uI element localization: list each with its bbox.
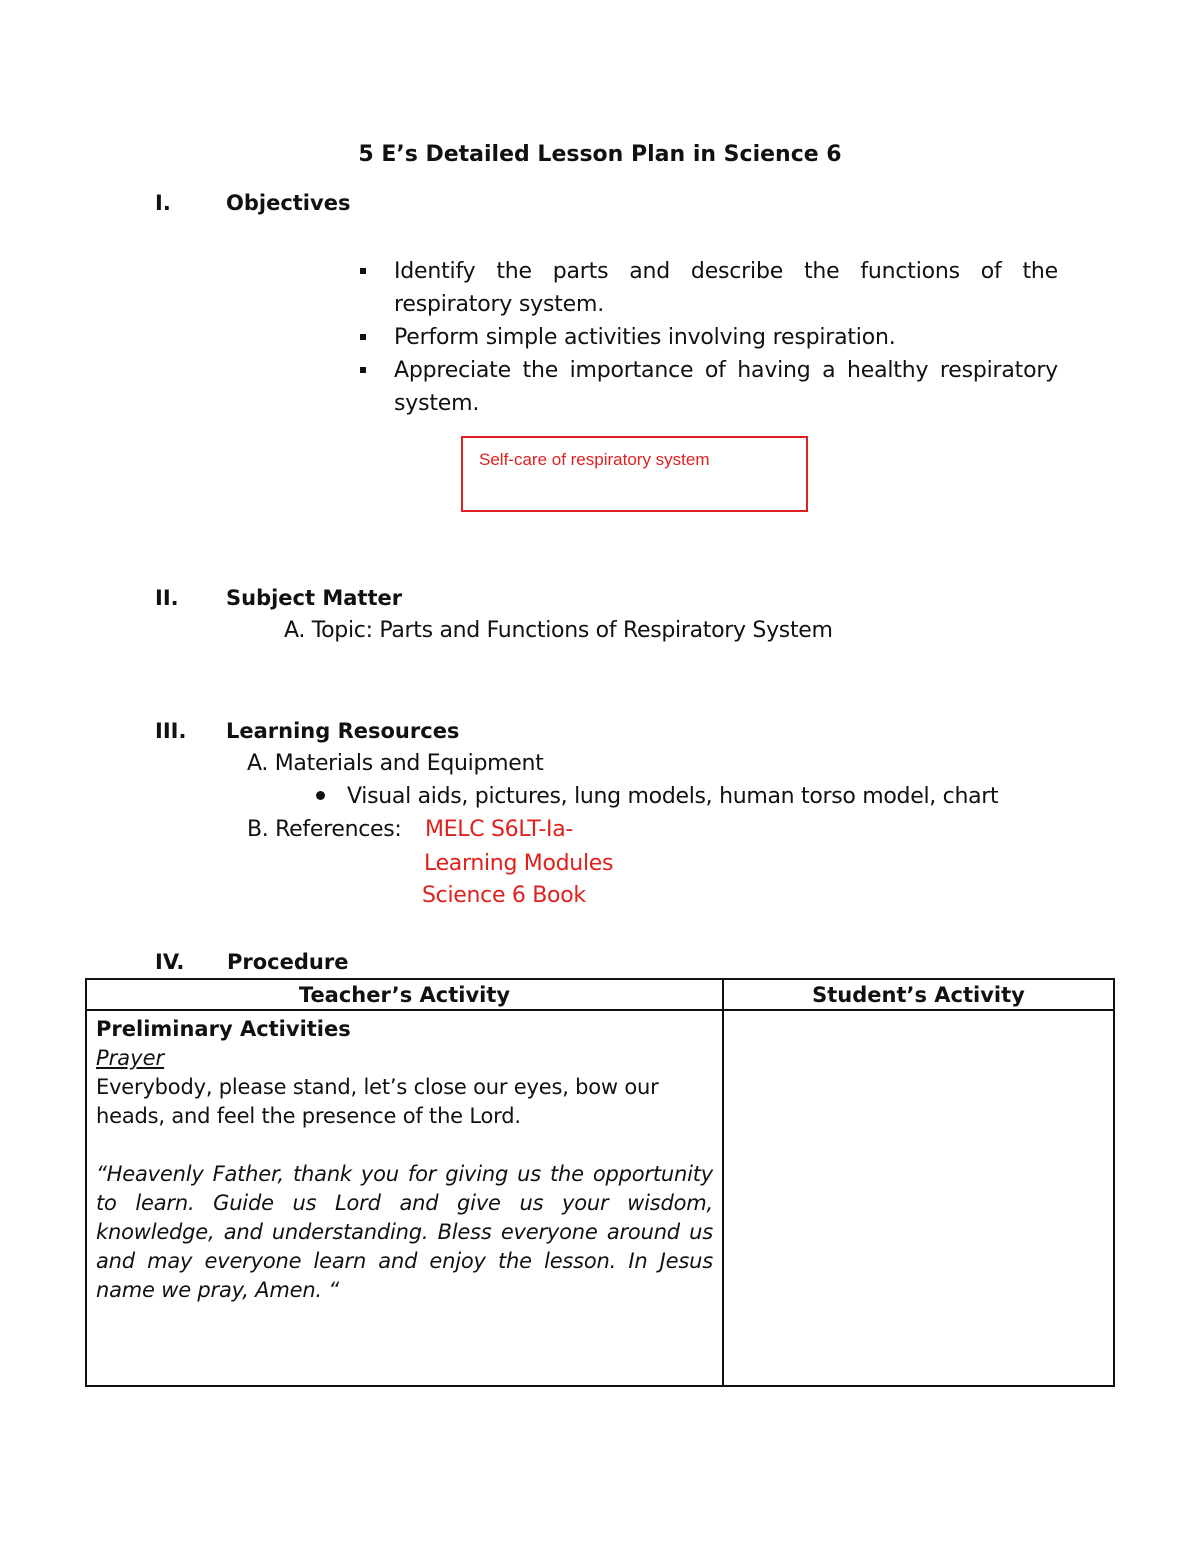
table-row <box>86 1010 1114 1386</box>
reference-item: Science 6 Book <box>422 883 586 908</box>
square-bullet-icon <box>360 334 366 340</box>
materials-label: A. Materials and Equipment <box>247 751 544 776</box>
list-item: Appreciate the importance of having a healthy respiratory system. <box>358 354 1058 420</box>
section-number-learning-resources: III. <box>155 719 187 743</box>
list-item: Perform simple activities involving respiration. <box>358 321 1058 354</box>
activity-subheading: Prayer <box>96 1046 165 1070</box>
section-number-procedure: IV. <box>155 950 185 974</box>
section-heading-objectives: Objectives <box>226 191 351 215</box>
section-heading-learning-resources: Learning Resources <box>226 719 460 743</box>
activity-instruction: Everybody, please stand, let’s close our eyes, bow our heads, and feel the presence of the Lord. <box>96 1075 659 1128</box>
square-bullet-icon <box>360 268 366 274</box>
column-header-student: Student’s Activity <box>723 979 1114 1010</box>
prayer-text: “Heavenly Father, thank you for giving us the opportunity to learn. Guide us Lord and give us your wisdom, knowledge, and understanding. Bless everyone around us and may everyone learn and enjoy the lesson. In Jesus name we pray, Amen. “ <box>96 1162 713 1302</box>
annotation-text: Self-care of respiratory system <box>479 450 710 469</box>
section-number-subject-matter: II. <box>155 586 179 610</box>
table-header-row <box>86 979 1114 1010</box>
page-title: 5 E’s Detailed Lesson Plan in Science 6 <box>358 142 842 167</box>
column-header-teacher: Teacher’s Activity <box>86 979 723 1010</box>
square-bullet-icon <box>360 367 366 373</box>
section-heading-procedure: Procedure <box>227 950 349 974</box>
materials-item: Visual aids, pictures, lung models, human torso model, chart <box>316 784 998 809</box>
list-item: Identify the parts and describe the functions of the respiratory system. <box>358 255 1058 321</box>
topic-line: A. Topic: Parts and Functions of Respiratory System <box>284 618 833 643</box>
section-heading-subject-matter: Subject Matter <box>226 586 403 610</box>
procedure-table <box>85 978 1115 1387</box>
reference-item: Learning Modules <box>424 851 614 876</box>
reference-item: MELC S6LT-Ia- <box>425 817 574 842</box>
annotation-box <box>461 436 808 512</box>
teacher-activity-cell <box>86 1010 723 1386</box>
activity-heading: Preliminary Activities <box>96 1017 351 1041</box>
section-number-objectives: I. <box>155 191 171 215</box>
objectives-list <box>358 255 1058 420</box>
references-label: B. References: <box>247 817 402 842</box>
student-activity-cell <box>723 1010 1114 1386</box>
bullet-dot-icon <box>316 791 325 800</box>
